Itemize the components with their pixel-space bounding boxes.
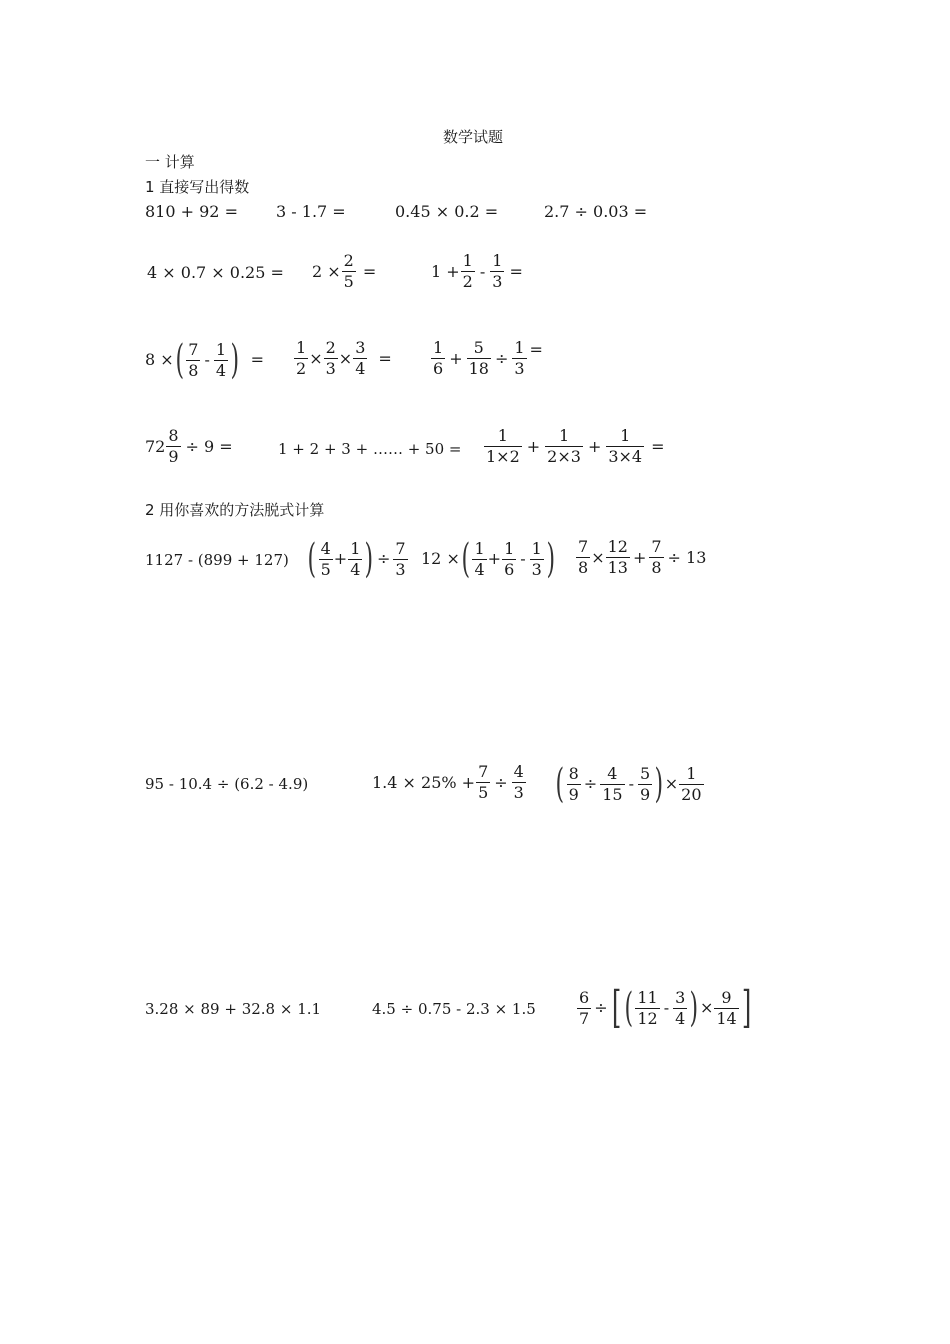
numerator: 3: [675, 987, 686, 1007]
section-heading: 一 计算: [145, 153, 195, 171]
fraction: [467, 340, 491, 377]
denominator: 3: [531, 559, 542, 579]
expr-text: 8 ×: [145, 350, 174, 369]
expr-text: 2 ×: [312, 261, 341, 281]
paren-right: ): [689, 985, 699, 1031]
denominator: 6: [504, 559, 515, 579]
denominator: 1×2: [486, 447, 520, 466]
fraction: [186, 339, 200, 380]
operator: ÷: [494, 772, 508, 792]
operator: ÷: [377, 549, 391, 568]
problem-2-3: [421, 536, 556, 582]
operator: ÷: [494, 348, 509, 368]
operator: +: [632, 547, 647, 567]
fraction: [461, 253, 475, 290]
paren-right: ): [546, 536, 555, 582]
operator: -: [479, 261, 486, 281]
numerator: 2: [343, 251, 354, 270]
denominator: 5: [343, 272, 354, 291]
problem-1-2: 3 - 1.7 =: [276, 202, 346, 221]
denominator: 9: [568, 784, 579, 804]
problem-1-10: [430, 340, 543, 377]
fraction: [567, 763, 581, 804]
denominator: 20: [681, 784, 702, 804]
problem-2-5: 95 - 10.4 ÷ (6.2 - 4.9): [145, 775, 309, 793]
fraction: [635, 987, 659, 1028]
numerator: 7: [478, 762, 489, 781]
denominator: 2: [462, 272, 473, 291]
fraction: [431, 340, 445, 377]
fraction: [348, 538, 362, 579]
operator: ×: [309, 348, 323, 368]
operator: -: [663, 998, 670, 1017]
problem-1-4: 2.7 ÷ 0.03 =: [544, 202, 648, 221]
problem-1-9: [293, 340, 392, 377]
numerator: 7: [395, 538, 406, 558]
part2-heading: 2 用你喜欢的方法脱式计算: [145, 501, 325, 519]
numerator: 4: [513, 762, 524, 781]
fraction: [294, 340, 308, 377]
denominator: 6: [433, 359, 444, 378]
numerator: 11: [637, 987, 658, 1007]
numerator: 1: [462, 251, 473, 270]
denominator: 3: [514, 359, 525, 378]
operator: +: [333, 549, 348, 568]
denominator: 18: [468, 359, 489, 378]
numerator: 1: [474, 538, 485, 558]
numerator: 7: [578, 537, 589, 556]
problem-1-6: [312, 253, 376, 290]
numerator: 5: [473, 338, 484, 357]
fraction: [673, 987, 687, 1028]
operator: ×: [338, 348, 353, 368]
denominator: 13: [607, 558, 628, 577]
expr-text: =: [529, 340, 543, 359]
denominator: 2: [296, 359, 307, 378]
numerator: 8: [168, 426, 179, 445]
fraction: [606, 539, 630, 576]
denominator: 9: [168, 447, 179, 466]
paren-left: (: [307, 536, 317, 582]
numerator: 1: [215, 339, 227, 359]
denominator: 4: [350, 559, 361, 579]
paren-right: ): [230, 337, 240, 383]
fraction: [393, 538, 407, 579]
numerator: 1: [350, 538, 361, 558]
numerator: 7: [651, 537, 662, 556]
fraction: [353, 340, 367, 377]
whole-number: 72: [145, 436, 166, 456]
fraction: [476, 764, 490, 801]
operator: ×: [699, 998, 714, 1017]
fraction: [649, 539, 663, 576]
expr-text: =: [509, 261, 523, 281]
denominator: 5: [320, 559, 331, 579]
part1-heading: 1 直接写出得数: [145, 178, 250, 196]
numerator: 4: [320, 538, 331, 558]
fraction: [545, 428, 583, 465]
numerator: 1: [504, 538, 515, 558]
operator: ÷: [594, 998, 608, 1017]
denominator: 4: [675, 1008, 686, 1028]
fraction: [484, 428, 522, 465]
fraction: [600, 763, 624, 804]
denominator: 3×4: [608, 447, 643, 466]
fraction: [679, 763, 703, 804]
denominator: 3: [492, 272, 503, 291]
paren-right: ): [364, 536, 374, 582]
fraction: [606, 428, 644, 465]
numerator: 1: [433, 338, 444, 357]
problem-2-4: [575, 539, 706, 576]
fraction: [576, 539, 590, 576]
numerator: 1: [620, 426, 631, 445]
denominator: 14: [716, 1008, 737, 1028]
denominator: 3: [325, 359, 336, 378]
fraction: [577, 987, 591, 1028]
paren-left: (: [175, 337, 184, 383]
denominator: 2×3: [547, 447, 581, 466]
numerator: 12: [607, 537, 628, 556]
page-title: 数学试题: [443, 128, 504, 146]
numerator: 1: [296, 338, 307, 357]
expr-text: ÷ 13: [667, 547, 707, 567]
operator: -: [204, 350, 210, 369]
problem-1-3: 0.45 × 0.2 =: [395, 202, 499, 221]
denominator: 4: [474, 559, 485, 579]
denominator: 9: [639, 784, 651, 804]
fraction: [512, 764, 526, 801]
operator: -: [628, 774, 634, 793]
expr-text: =: [362, 261, 377, 281]
denominator: 15: [602, 784, 623, 804]
fraction: [714, 987, 738, 1028]
fraction: [214, 339, 228, 380]
operator: +: [526, 436, 541, 456]
problem-1-8: [145, 337, 265, 383]
numerator: 1: [686, 763, 697, 783]
paren-right: ): [654, 761, 664, 807]
denominator: 7: [579, 1008, 590, 1028]
numerator: 1: [558, 426, 570, 445]
problem-2-1: 1127 - (899 + 127): [145, 551, 289, 569]
fraction: [530, 538, 544, 579]
expr-text: =: [250, 350, 265, 369]
bracket-right: ]: [741, 982, 752, 1033]
problem-2-6: [372, 764, 527, 801]
numerator: 1: [492, 251, 503, 270]
operator: +: [587, 436, 602, 456]
expr-text: 1.4 × 25% +: [372, 772, 476, 792]
problem-1-7: [431, 253, 523, 290]
numerator: 2: [325, 338, 336, 357]
denominator: 8: [651, 558, 662, 577]
denominator: 12: [637, 1008, 658, 1028]
denominator: 3: [513, 783, 524, 802]
problem-1-5: 4 × 0.7 × 0.25 =: [147, 263, 284, 282]
numerator: 7: [188, 339, 199, 359]
numerator: 9: [721, 987, 732, 1007]
denominator: 5: [478, 783, 489, 802]
operator: ×: [591, 547, 605, 567]
problem-1-11: [145, 428, 233, 465]
bracket-left: [: [611, 982, 621, 1033]
fraction: [472, 538, 486, 579]
denominator: 8: [578, 558, 589, 577]
expr-text: ÷ 9 =: [185, 436, 233, 456]
problem-2-2: [306, 536, 409, 582]
problem-2-9: 4.5 ÷ 0.75 - 2.3 × 1.5: [372, 1000, 536, 1018]
problem-1-12: 1 + 2 + 3 + …… + 50 =: [278, 440, 462, 458]
numerator: 1: [514, 338, 525, 357]
paren-left: (: [461, 536, 470, 582]
operator: ×: [664, 774, 679, 793]
expr-text: 12 ×: [421, 549, 460, 568]
fraction: [512, 340, 526, 377]
operator: +: [449, 348, 463, 368]
paren-left: (: [555, 761, 565, 807]
problem-2-7: [554, 761, 705, 807]
denominator: 3: [395, 559, 406, 579]
fraction: [319, 538, 333, 579]
numerator: 5: [639, 763, 651, 783]
operator: -: [520, 549, 526, 568]
numerator: 1: [497, 426, 508, 445]
numerator: 4: [607, 763, 618, 783]
fraction: [166, 428, 180, 465]
problem-1-13: [483, 428, 665, 465]
numerator: 3: [355, 338, 366, 357]
problem-2-10: [576, 982, 753, 1033]
fraction: [490, 253, 504, 290]
fraction: [342, 253, 356, 290]
fraction: [324, 340, 338, 377]
expr-text: =: [378, 348, 392, 368]
fraction: [638, 763, 652, 804]
numerator: 8: [568, 763, 579, 783]
expr-text: =: [651, 436, 665, 456]
operator: ÷: [583, 774, 598, 793]
problem-1-1: 810 + 92 =: [145, 202, 238, 221]
numerator: 6: [579, 987, 590, 1007]
numerator: 1: [531, 538, 542, 558]
expr-text: 1 +: [431, 261, 460, 281]
denominator: 4: [355, 359, 366, 378]
problem-2-8: 3.28 × 89 + 32.8 × 1.1: [145, 1000, 322, 1018]
paren-left: (: [624, 985, 633, 1031]
denominator: 8: [188, 360, 199, 380]
operator: +: [487, 549, 502, 568]
fraction: [502, 538, 516, 579]
denominator: 4: [215, 360, 227, 380]
